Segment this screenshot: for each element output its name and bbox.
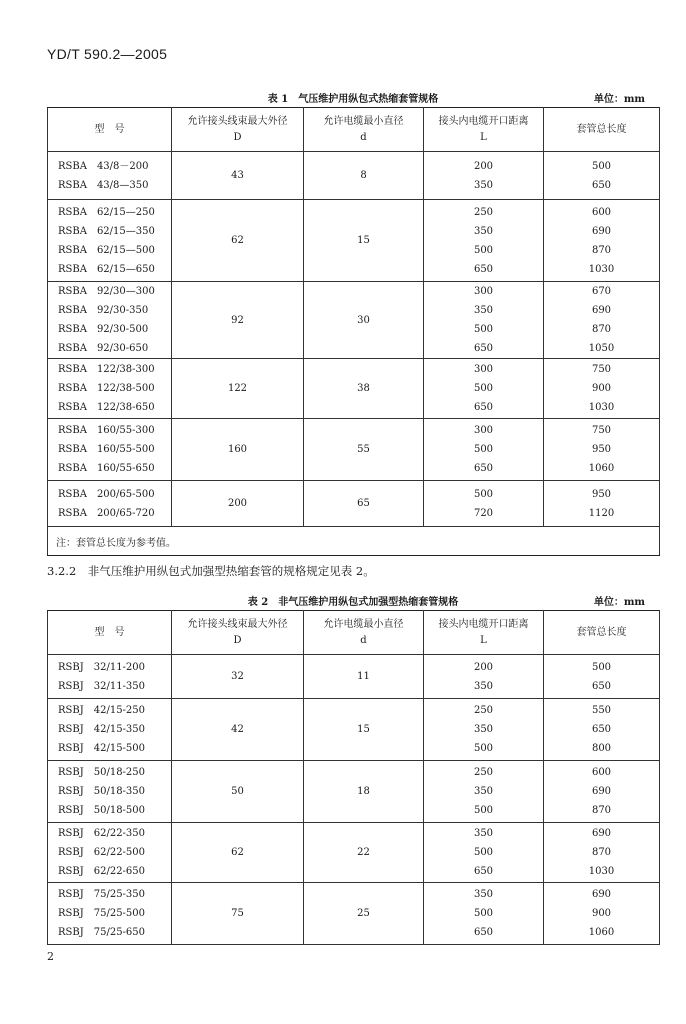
table1-unit: 单位：mm: [593, 94, 645, 105]
table1-group: [48, 419, 660, 481]
model-cell: RSBA 62/15—250 RSBA 62/15—350 RSBA 62/15—500 RSBA 62/15—650: [48, 200, 172, 282]
table1-group: [48, 282, 660, 359]
clause-3-2-2: 3.2.2 非气压维护用纵包式加强型热缩套管的规格规定见表 2。: [47, 564, 375, 578]
table1-group: [48, 152, 660, 200]
l-open-cell: 200 350: [424, 655, 544, 699]
table1-note: 注：套管总长度为参考值。: [48, 527, 660, 556]
d-max-cell: 200: [172, 481, 304, 527]
l-open-cell: 300 350 500 650: [424, 282, 544, 359]
model-cell: RSBJ 62/22-350 RSBJ 62/22-500 RSBJ 62/22-650: [48, 823, 172, 883]
model-cell: RSBJ 75/25-350 RSBJ 75/25-500 RSBJ 75/25-650: [48, 883, 172, 945]
l-open-cell: 500 720: [424, 481, 544, 527]
total-cell: 950 1120: [544, 481, 660, 527]
total-cell: 750 900 1030: [544, 359, 660, 419]
d-min-cell: 8: [304, 152, 424, 200]
d-max-cell: 62: [172, 823, 304, 883]
d-max-cell: 43: [172, 152, 304, 200]
total-cell: 600 690 870: [544, 761, 660, 823]
total-cell: 670 690 870 1050: [544, 282, 660, 359]
l-open-cell: 250 350 500: [424, 761, 544, 823]
table1-group: [48, 481, 660, 527]
table2-group: [48, 883, 660, 945]
table2-header-d-min: 允许电缆最小直径 d: [304, 611, 424, 655]
d-max-cell: 62: [172, 200, 304, 282]
l-open-cell: 350 500 650: [424, 883, 544, 945]
d-min-cell: 15: [304, 699, 424, 761]
d-min-cell: 18: [304, 761, 424, 823]
model-cell: RSBA 92/30—300 RSBA 92/30-350 RSBA 92/30-500 RSBA 92/30-650: [48, 282, 172, 359]
l-open-cell: 250 350 500: [424, 699, 544, 761]
l-open-cell: 300 500 650: [424, 419, 544, 481]
model-cell: RSBA 160/55-300 RSBA 160/55-500 RSBA 160/55-650: [48, 419, 172, 481]
d-min-cell: 22: [304, 823, 424, 883]
table2-caption-row: [47, 593, 659, 609]
table2-header-total: 套管总长度: [544, 611, 660, 655]
d-max-cell: 75: [172, 883, 304, 945]
table2-header-l-open: 接头内电缆开口距离 L: [424, 611, 544, 655]
table2-group: [48, 823, 660, 883]
d-max-cell: 122: [172, 359, 304, 419]
total-cell: 500 650: [544, 152, 660, 200]
table1-group: [48, 200, 660, 282]
d-min-cell: 30: [304, 282, 424, 359]
d-min-cell: 11: [304, 655, 424, 699]
table1-header-d-max: 允许接头线束最大外径 D: [172, 108, 304, 152]
table2-caption: 表 2 非气压维护用纵包式加强型热缩套管规格: [247, 597, 459, 608]
d-max-cell: 32: [172, 655, 304, 699]
model-cell: RSBA 200/65-500 RSBA 200/65-720: [48, 481, 172, 527]
model-cell: RSBA 43/8－200 RSBA 43/8—350: [48, 152, 172, 200]
total-cell: 750 950 1060: [544, 419, 660, 481]
total-cell: 600 690 870 1030: [544, 200, 660, 282]
table1: [47, 107, 660, 556]
table1-group: [48, 359, 660, 419]
d-min-cell: 55: [304, 419, 424, 481]
l-open-cell: 200 350: [424, 152, 544, 200]
table1-header-d-min: 允许电缆最小直径 d: [304, 108, 424, 152]
total-cell: 690 870 1030: [544, 823, 660, 883]
d-max-cell: 160: [172, 419, 304, 481]
table2-header-model: 型 号: [48, 611, 172, 655]
d-min-cell: 15: [304, 200, 424, 282]
d-min-cell: 25: [304, 883, 424, 945]
d-max-cell: 92: [172, 282, 304, 359]
total-cell: 500 650: [544, 655, 660, 699]
l-open-cell: 350 500 650: [424, 823, 544, 883]
standard-id: YD/T 590.2—2005: [47, 46, 168, 62]
d-min-cell: 65: [304, 481, 424, 527]
table1-header-l-open: 接头内电缆开口距离 L: [424, 108, 544, 152]
table1-header-total: 套管总长度: [544, 108, 660, 152]
table2: [47, 610, 660, 945]
model-cell: RSBJ 50/18-250 RSBJ 50/18-350 RSBJ 50/18-500: [48, 761, 172, 823]
table2-group: [48, 655, 660, 699]
table2-group: [48, 761, 660, 823]
table1-caption: 表 1 气压维护用纵包式热缩套管规格: [267, 94, 439, 105]
model-cell: RSBA 122/38-300 RSBA 122/38-500 RSBA 122/38-650: [48, 359, 172, 419]
l-open-cell: 300 500 650: [424, 359, 544, 419]
total-cell: 550 650 800: [544, 699, 660, 761]
d-min-cell: 38: [304, 359, 424, 419]
table2-group: [48, 699, 660, 761]
page-number: 2: [47, 950, 54, 963]
table2-unit: 单位：mm: [593, 597, 645, 608]
d-max-cell: 50: [172, 761, 304, 823]
model-cell: RSBJ 32/11-200 RSBJ 32/11-350: [48, 655, 172, 699]
d-max-cell: 42: [172, 699, 304, 761]
model-cell: RSBJ 42/15-250 RSBJ 42/15-350 RSBJ 42/15-500: [48, 699, 172, 761]
l-open-cell: 250 350 500 650: [424, 200, 544, 282]
total-cell: 690 900 1060: [544, 883, 660, 945]
table1-caption-row: [47, 90, 659, 106]
table1-header-model: 型 号: [48, 108, 172, 152]
table2-header-d-max: 允许接头线束最大外径 D: [172, 611, 304, 655]
